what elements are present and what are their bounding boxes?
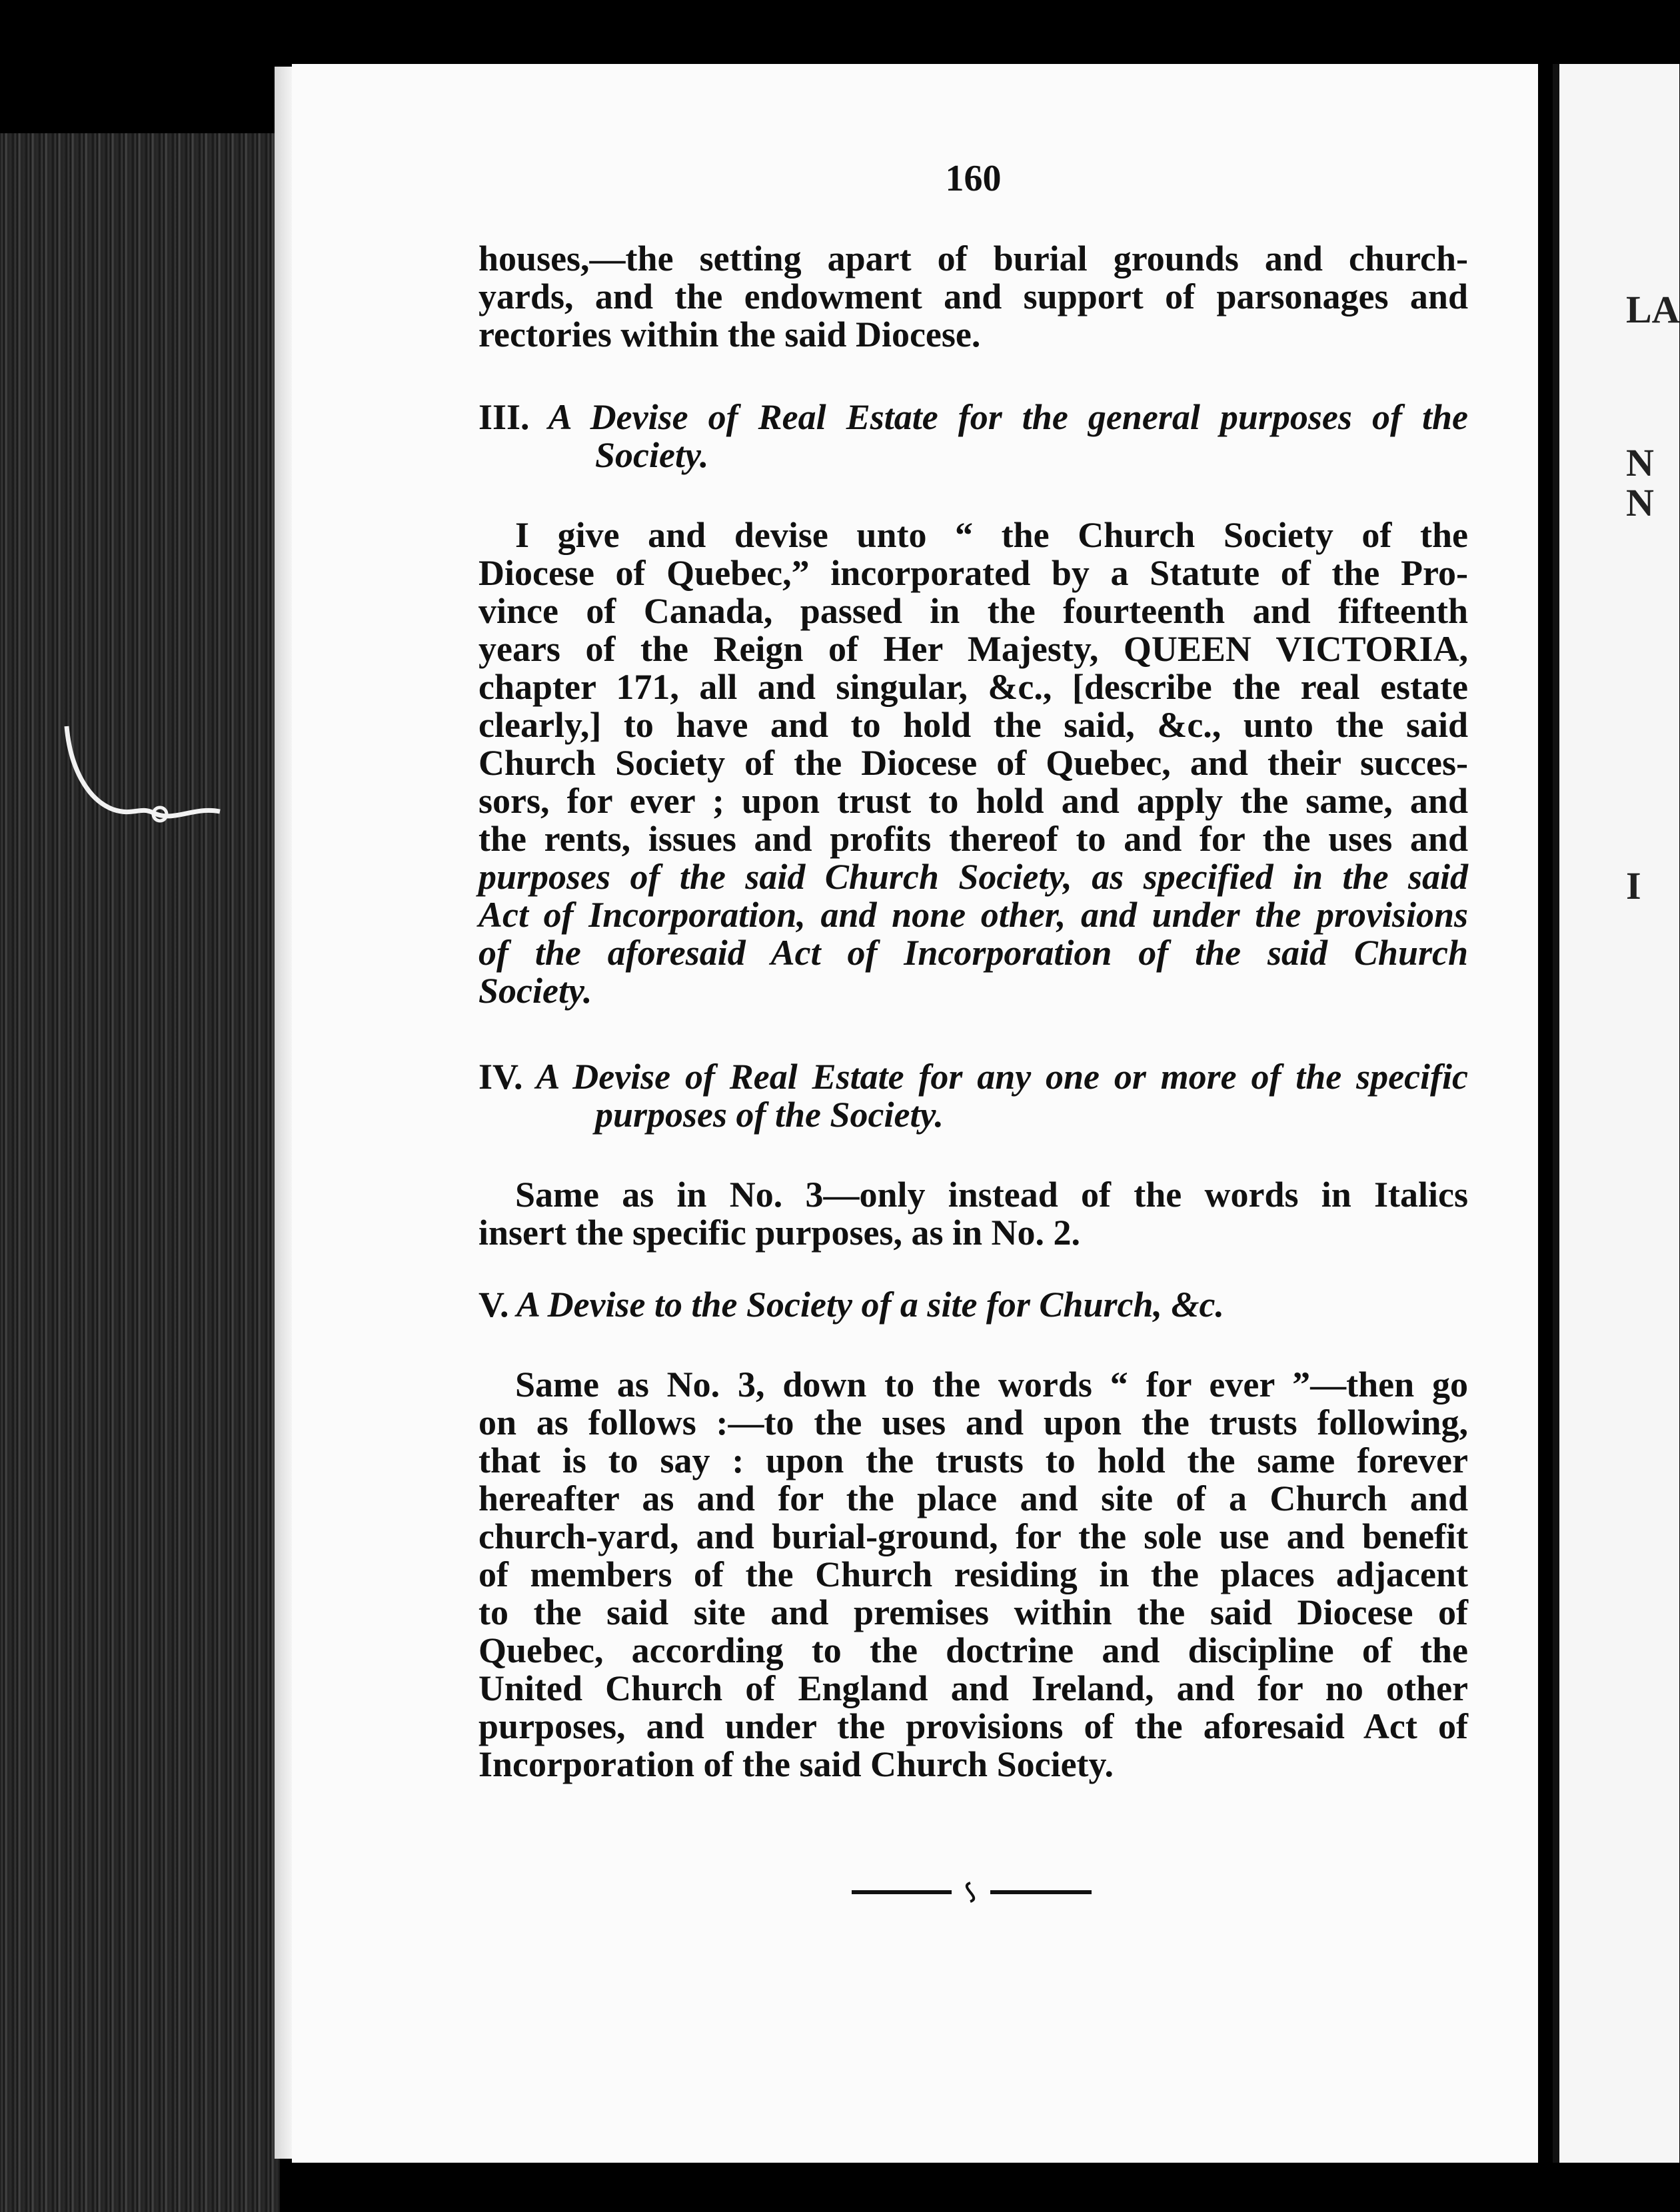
text-line: Incorporation of the said Church Society. — [478, 1744, 1114, 1784]
heading-text: A Devise of Real Estate for the general purposes of the — [548, 397, 1468, 437]
page-number: 160 — [945, 158, 1002, 199]
section-numeral: IV. — [478, 1057, 523, 1097]
text-line: Same as in No. 3—only instead of the words in Italics — [515, 1175, 1468, 1215]
text-line: rectories within the said Diocese. — [478, 314, 981, 354]
facing-fragment: LA — [1626, 288, 1680, 331]
text-line: on as follows :—to the uses and upon the trusts following, — [478, 1402, 1468, 1442]
text-line: that is to say : upon the trusts to hold the same forever — [478, 1440, 1468, 1480]
facing-fragment: I — [1626, 864, 1641, 907]
text-line: of members of the Church residing in the places adjacent — [478, 1554, 1468, 1594]
section-heading-iii — [478, 398, 1468, 474]
text-line: to the said site and premises within the said Diocese of — [478, 1592, 1468, 1632]
text-line: vince of Canada, passed in the fourteenth and fifteenth — [478, 591, 1468, 631]
text-line: I give and devise unto “ the Church Society of the — [515, 515, 1468, 555]
text-line: chapter 171, all and singular, &c., [describe the real estate — [478, 667, 1468, 707]
section-body-v — [478, 1366, 1468, 1784]
bookmark-string-icon — [60, 726, 233, 833]
text-line: yards, and the endowment and support of parsonages and — [478, 276, 1468, 316]
text-line: Society. — [478, 971, 592, 1011]
text-line: Church Society of the Diocese of Quebec, and their succes- — [478, 743, 1468, 783]
text-line: clearly,] to have and to hold the said, &c., unto the said — [478, 705, 1468, 745]
text-line: hereafter as and for the place and site of a Church and — [478, 1478, 1468, 1518]
section-heading-iv — [478, 1058, 1468, 1134]
text-line: church-yard, and burial-ground, for the sole use and benefit — [478, 1516, 1468, 1556]
scan-border — [0, 0, 280, 133]
facing-page-edge — [1553, 64, 1679, 2163]
page-gutter — [275, 67, 292, 2159]
section-body-iv — [478, 1176, 1468, 1252]
heading-line — [478, 1286, 1468, 1324]
text-line: Quebec, according to the doctrine and discipline of the — [478, 1630, 1468, 1670]
heading-text: A Devise of Real Estate for any one or more of the specific — [536, 1057, 1468, 1097]
continuation-paragraph — [478, 240, 1468, 354]
section-body-iii — [478, 516, 1468, 1010]
section-numeral: V. — [478, 1285, 509, 1325]
text-line: Diocese of Quebec,” incorporated by a Statute of the Pro- — [478, 553, 1468, 593]
heading-line: purposes of the Society. — [595, 1095, 944, 1135]
heading-text: A Devise to the Society of a site for Church, &c. — [516, 1285, 1224, 1325]
heading-line — [478, 398, 1468, 436]
text-line: years of the Reign of Her Majesty, QUEEN VICTORIA, — [478, 629, 1468, 669]
text-line: the rents, issues and profits thereof to and for the uses and — [478, 819, 1468, 859]
text-line: Act of Incorporation, and none other, and under the provisions — [478, 895, 1468, 935]
heading-line: Society. — [595, 435, 709, 475]
section-heading-v — [478, 1286, 1468, 1324]
text-line: houses,—the setting apart of burial grounds and church- — [478, 239, 1468, 278]
text-line: purposes of the said Church Society, as specified in the said — [478, 857, 1468, 897]
heading-line — [478, 1058, 1468, 1096]
text-line: of the aforesaid Act of Incorporation of the said Church — [478, 933, 1468, 973]
book-edge — [0, 93, 280, 2212]
facing-fragment: N — [1626, 481, 1654, 524]
text-line: Same as No. 3, down to the words “ for ever ”—then go — [515, 1365, 1468, 1404]
text-line: United Church of England and Ireland, and for no other — [478, 1668, 1468, 1708]
facing-fragment: N — [1626, 441, 1654, 484]
section-numeral: III. — [478, 397, 530, 437]
ornament-rule-icon — [852, 1879, 1092, 1906]
text-line: insert the specific purposes, as in No. 2. — [478, 1213, 1080, 1253]
text-line: sors, for ever ; upon trust to hold and apply the same, and — [478, 781, 1468, 821]
text-line: purposes, and under the provisions of the aforesaid Act of — [478, 1706, 1468, 1746]
